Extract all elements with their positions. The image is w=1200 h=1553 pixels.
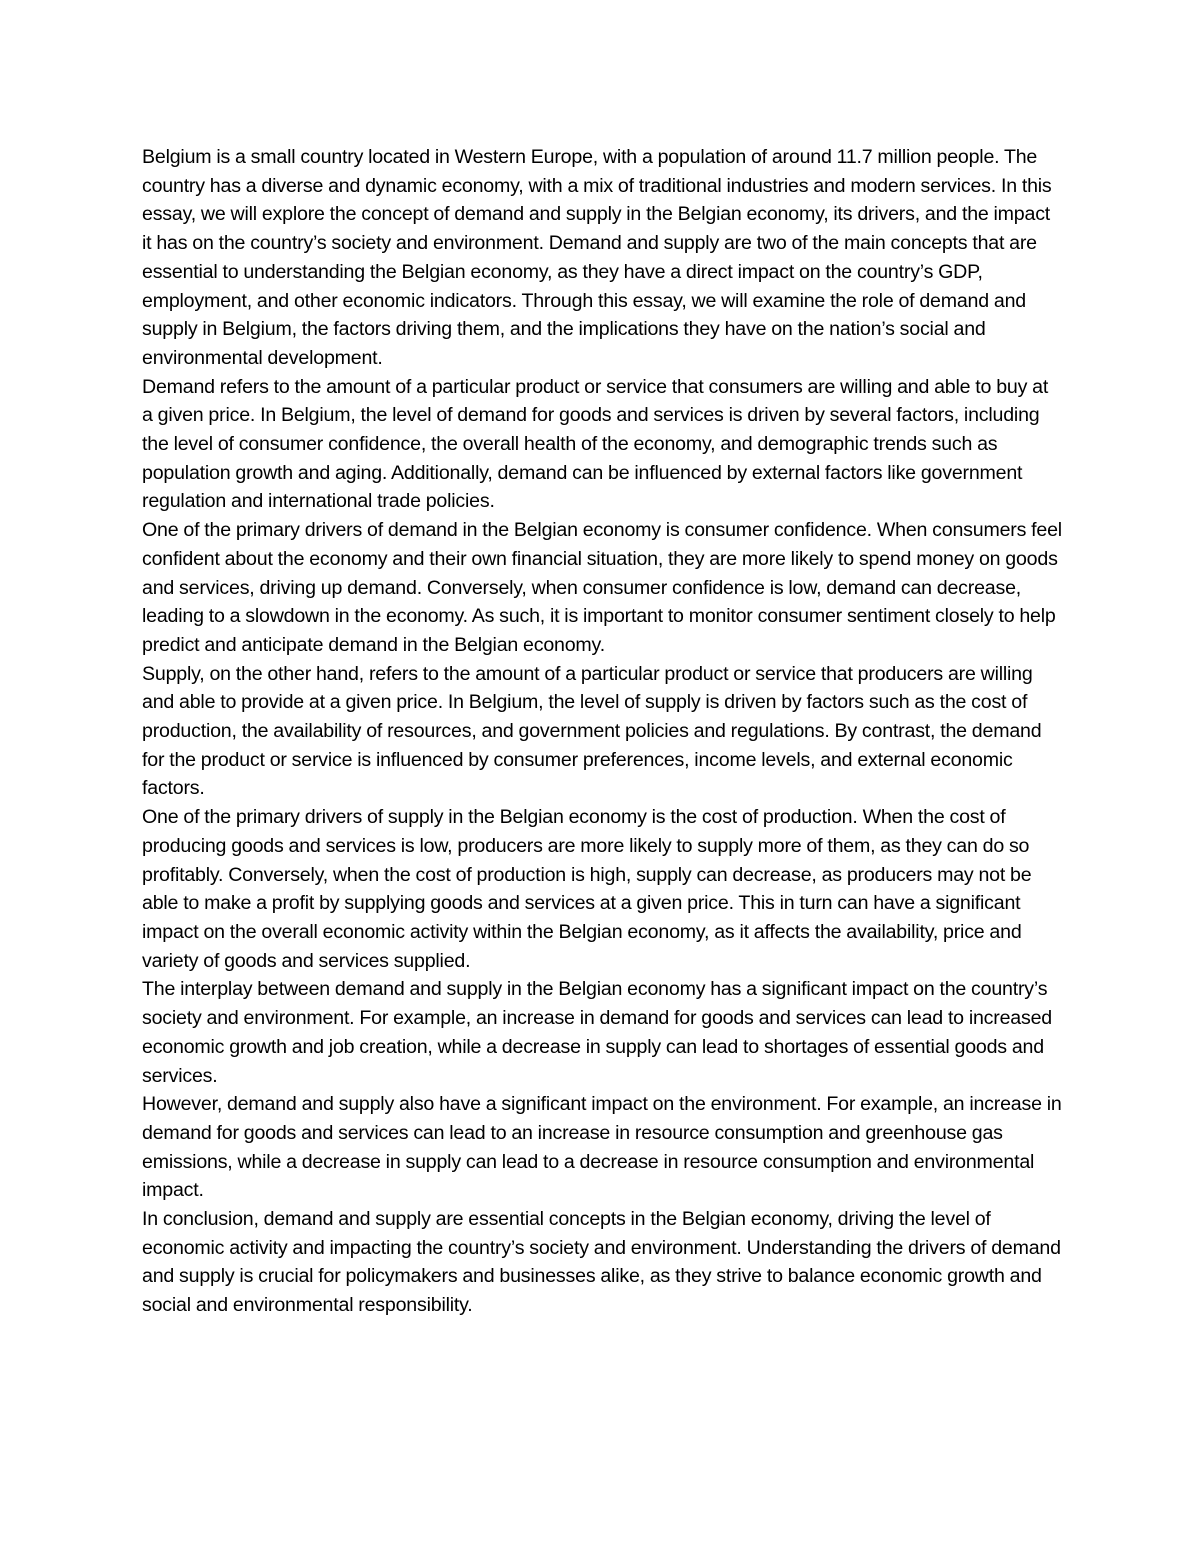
paragraph-conclusion: In conclusion, demand and supply are essential concepts in the Belgian economy, driving the level of economic activity and impacting the country’s society and environment. Understanding the drivers of demand and supply is crucial for policymakers and businesses alike, as they strive to balance economic growth and social and environmental responsibility. bbox=[142, 1208, 1061, 1317]
essay-body bbox=[142, 143, 1062, 1320]
paragraph-consumer-confidence: One of the primary drivers of demand in the Belgian economy is consumer confidence. When consumers feel confident about the economy and their own financial situation, they are more likely to spend money on goods and services, driving up demand. Conversely, when consumer confidence is low, demand can decrease, leading to a slowdown in the economy. As such, it is important to monitor consumer sentiment closely to help predict and anticipate demand in the Belgian economy. bbox=[142, 519, 1062, 656]
paragraph-environment-impact: However, demand and supply also have a significant impact on the environment. For example, an increase in demand for goods and services can lead to an increase in resource consumption and greenhouse gas emissions, while a decrease in supply can lead to a decrease in resource consumption and environmental impact. bbox=[142, 1093, 1062, 1202]
paragraph-introduction: Belgium is a small country located in Western Europe, with a population of around 11.7 million people. The country has a diverse and dynamic economy, with a mix of traditional industries and modern services. In this essay, we will explore the concept of demand and supply in the Belgian economy, its drivers, and the impact it has on the country’s society and environment. Demand and supply are two of the main concepts that are essential to understanding the Belgian economy, as they have a direct impact on the country’s GDP, employment, and other economic indicators. Through this essay, we will examine the role of demand and supply in Belgium, the factors driving them, and the implications they have on the nation’s social and environmental development. bbox=[142, 146, 1052, 369]
paragraph-society-impact: The interplay between demand and supply in the Belgian economy has a significant impact on the country’s society and environment. For example, an increase in demand for goods and services can lead to increased economic growth and job creation, while a decrease in supply can lead to shortages of essential goods and services. bbox=[142, 978, 1052, 1087]
paragraph-demand-definition: Demand refers to the amount of a particular product or service that consumers are willing and able to buy at a given price. In Belgium, the level of demand for goods and services is driven by several factors, including the level of consumer confidence, the overall health of the economy, and demographic trends such as population growth and aging. Additionally, demand can be influenced by external factors like government regulation and international trade policies. bbox=[142, 375, 1049, 513]
paragraph-supply-definition: Supply, on the other hand, refers to the amount of a particular product or service that producers are willing and able to provide at a given price. In Belgium, the level of supply is driven by factors such as the cost of production, the availability of resources, and government policies and regulations. By contrast, the demand for the product or service is influenced by consumer preferences, income levels, and external economic factors. bbox=[142, 662, 1042, 800]
paragraph-cost-of-production: One of the primary drivers of supply in the Belgian economy is the cost of production. When the cost of producing goods and services is low, producers are more likely to supply more of them, as they can do so profitably. Conversely, when the cost of production is high, supply can decrease, as producers may not be able to make a profit by supplying goods and services at a given price. This in turn can have a significant impact on the overall economic activity within the Belgian economy, as it affects the availability, price and variety of goods and services supplied. bbox=[142, 806, 1032, 972]
